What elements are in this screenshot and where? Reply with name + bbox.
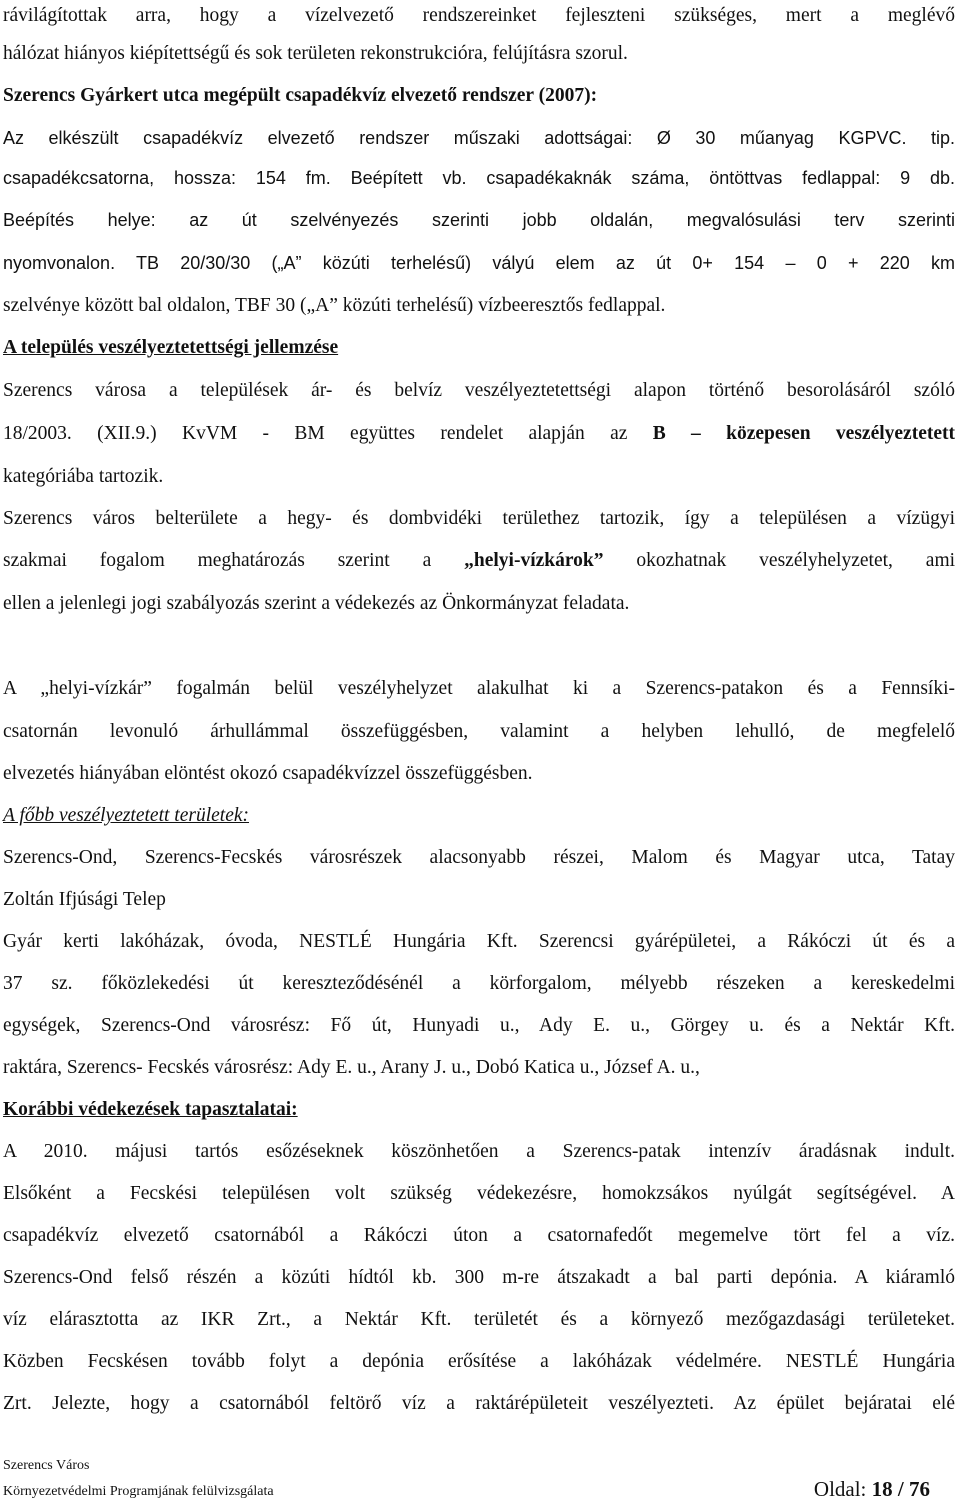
emphasis-text: „helyi-vízkárok” bbox=[464, 550, 604, 571]
paragraph-line: Zrt. Jelezte, hogy a csatornából feltörő víz a raktárépületeit veszélyezteti. Az épület bejáratai elé bbox=[3, 1393, 955, 1414]
section-heading: Szerencs Gyárkert utca megépült csapadékvíz elvezető rendszer (2007): bbox=[3, 85, 598, 106]
paragraph-line: raktára, Szerencs- Fecskés városrész: Ady E. u., Arany J. u., Dobó Katica u., József A. u., bbox=[3, 1057, 700, 1078]
section-heading: Korábbi védekezések tapasztalatai: bbox=[3, 1099, 298, 1120]
paragraph-line: szelvénye között bal oldalon, TBF 30 („A” közúti terhelésű) vízbeeresztős fedlappal. bbox=[3, 295, 666, 316]
paragraph-line: kategóriába tartozik. bbox=[3, 466, 164, 487]
page-label: Oldal: bbox=[813, 1477, 867, 1501]
paragraph-line: egységek, Szerencs-Ond városrész: Fő út, Hunyadi u., Ady E. u., Görgey u. és a Nektár Kft. bbox=[3, 1015, 955, 1036]
paragraph-line: csapadékvíz elvezető csatornából a Rákóczi úton a csatornafedőt megemelve tört fel a víz. bbox=[3, 1225, 955, 1246]
paragraph-line: csatornán levonuló árhullámmal összefüggésben, valamint a helyben lehulló, de megfelelő bbox=[3, 721, 955, 742]
paragraph-line: Elsőként a Fecskési településen volt szükség védekezésre, homokzsákos nyúlgát segítségével. A bbox=[3, 1183, 955, 1204]
paragraph-line: elvezetés hiányában elöntést okozó csapadékvízzel összefüggésben. bbox=[3, 763, 533, 784]
text-span: szakmai fogalom meghatározás szerint a bbox=[3, 550, 432, 571]
page-number bbox=[814, 1476, 930, 1502]
footer-org: Szerencs Város bbox=[3, 1458, 90, 1473]
paragraph-line: Szerencs-Ond, Szerencs-Fecskés városrészek alacsonyabb részei, Malom és Magyar utca, Tatay bbox=[3, 847, 955, 868]
page-separator: / bbox=[897, 1477, 904, 1501]
paragraph-line: Közben Fecskésen tovább folyt a depónia erősítése a lakóházak védelmére. NESTLÉ Hungária bbox=[3, 1351, 955, 1372]
paragraph-line: víz elárasztotta az IKR Zrt., a Nektár Kft. területét és a környező mezőgazdasági területeket. bbox=[3, 1309, 955, 1330]
paragraph-line: Az elkészült csapadékvíz elvezető rendszer műszaki adottságai: Ø 30 műanyag KGPVC. tip. bbox=[3, 128, 955, 148]
page-current: 18 bbox=[871, 1477, 893, 1501]
paragraph-line: rávilágítottak arra, hogy a vízelvezető rendszereinket fejleszteni szükséges, mert a meglévő bbox=[3, 5, 955, 26]
paragraph-line: 37 sz. főközlekedési út kereszteződésénél a körforgalom, mélyebb részeken a kereskedelmi bbox=[3, 973, 955, 994]
text-span: 18/2003. (XII.9.) KvVM - BM együttes rendelet alapján az bbox=[3, 423, 628, 444]
paragraph-line: ellen a jelenlegi jogi szabályozás szerint a védekezés az Önkormányzat feladata. bbox=[3, 593, 630, 614]
paragraph-line: Szerencs városa a települések ár- és belvíz veszélyeztetettségi alapon történő besorolásáról szóló bbox=[3, 380, 955, 401]
footer-doc: Környezetvédelmi Programjának felülvizsgálata bbox=[3, 1484, 274, 1499]
paragraph-line: A „helyi-vízkár” fogalmán belül veszélyhelyzet alakulhat ki a Szerencs-patakon és a Fennsíki- bbox=[3, 678, 955, 699]
page-total: 76 bbox=[909, 1477, 930, 1501]
text-span: okozhatnak veszélyhelyzetet, ami bbox=[636, 550, 956, 571]
section-heading: A főbb veszélyeztetett területek: bbox=[3, 805, 249, 826]
paragraph-line: nyomvonalon. TB 20/30/30 („A” közúti terhelésű) vályú elem az út 0+ 154 – 0 + 220 km bbox=[3, 253, 955, 273]
paragraph-line: csapadékcsatorna, hossza: 154 fm. Beépített vb. csapadékaknák száma, öntöttvas fedlappal: 9 db. bbox=[3, 168, 955, 188]
emphasis-text: B – közepesen veszélyeztetett bbox=[652, 423, 955, 444]
paragraph-line bbox=[3, 422, 955, 446]
section-heading: A település veszélyeztetettségi jellemzése bbox=[3, 337, 339, 358]
paragraph-line: Beépítés helye: az út szelvényezés szerinti jobb oldalán, megvalósulási terv szerinti bbox=[3, 210, 955, 230]
paragraph-line: Zoltán Ifjúsági Telep bbox=[3, 889, 166, 910]
paragraph-line: Gyár kerti lakóházak, óvoda, NESTLÉ Hungária Kft. Szerencsi gyárépületei, a Rákóczi út és a bbox=[3, 931, 955, 952]
paragraph-line: A 2010. májusi tartós esőzéseknek köszönhetően a Szerencs-patak intenzív áradásnak indult. bbox=[3, 1141, 955, 1162]
paragraph-line: Szerencs város belterülete a hegy- és dombvidéki területhez tartozik, így a településen a vízügyi bbox=[3, 508, 955, 529]
paragraph-line bbox=[3, 549, 955, 573]
paragraph-line: Szerencs-Ond felső részén a közúti hídtól kb. 300 m-re átszakadt a bal parti depónia. A kiáramló bbox=[3, 1267, 955, 1288]
paragraph-line: hálózat hiányos kiépítettségű és sok területen rekonstrukcióra, felújításra szorul. bbox=[3, 43, 628, 64]
